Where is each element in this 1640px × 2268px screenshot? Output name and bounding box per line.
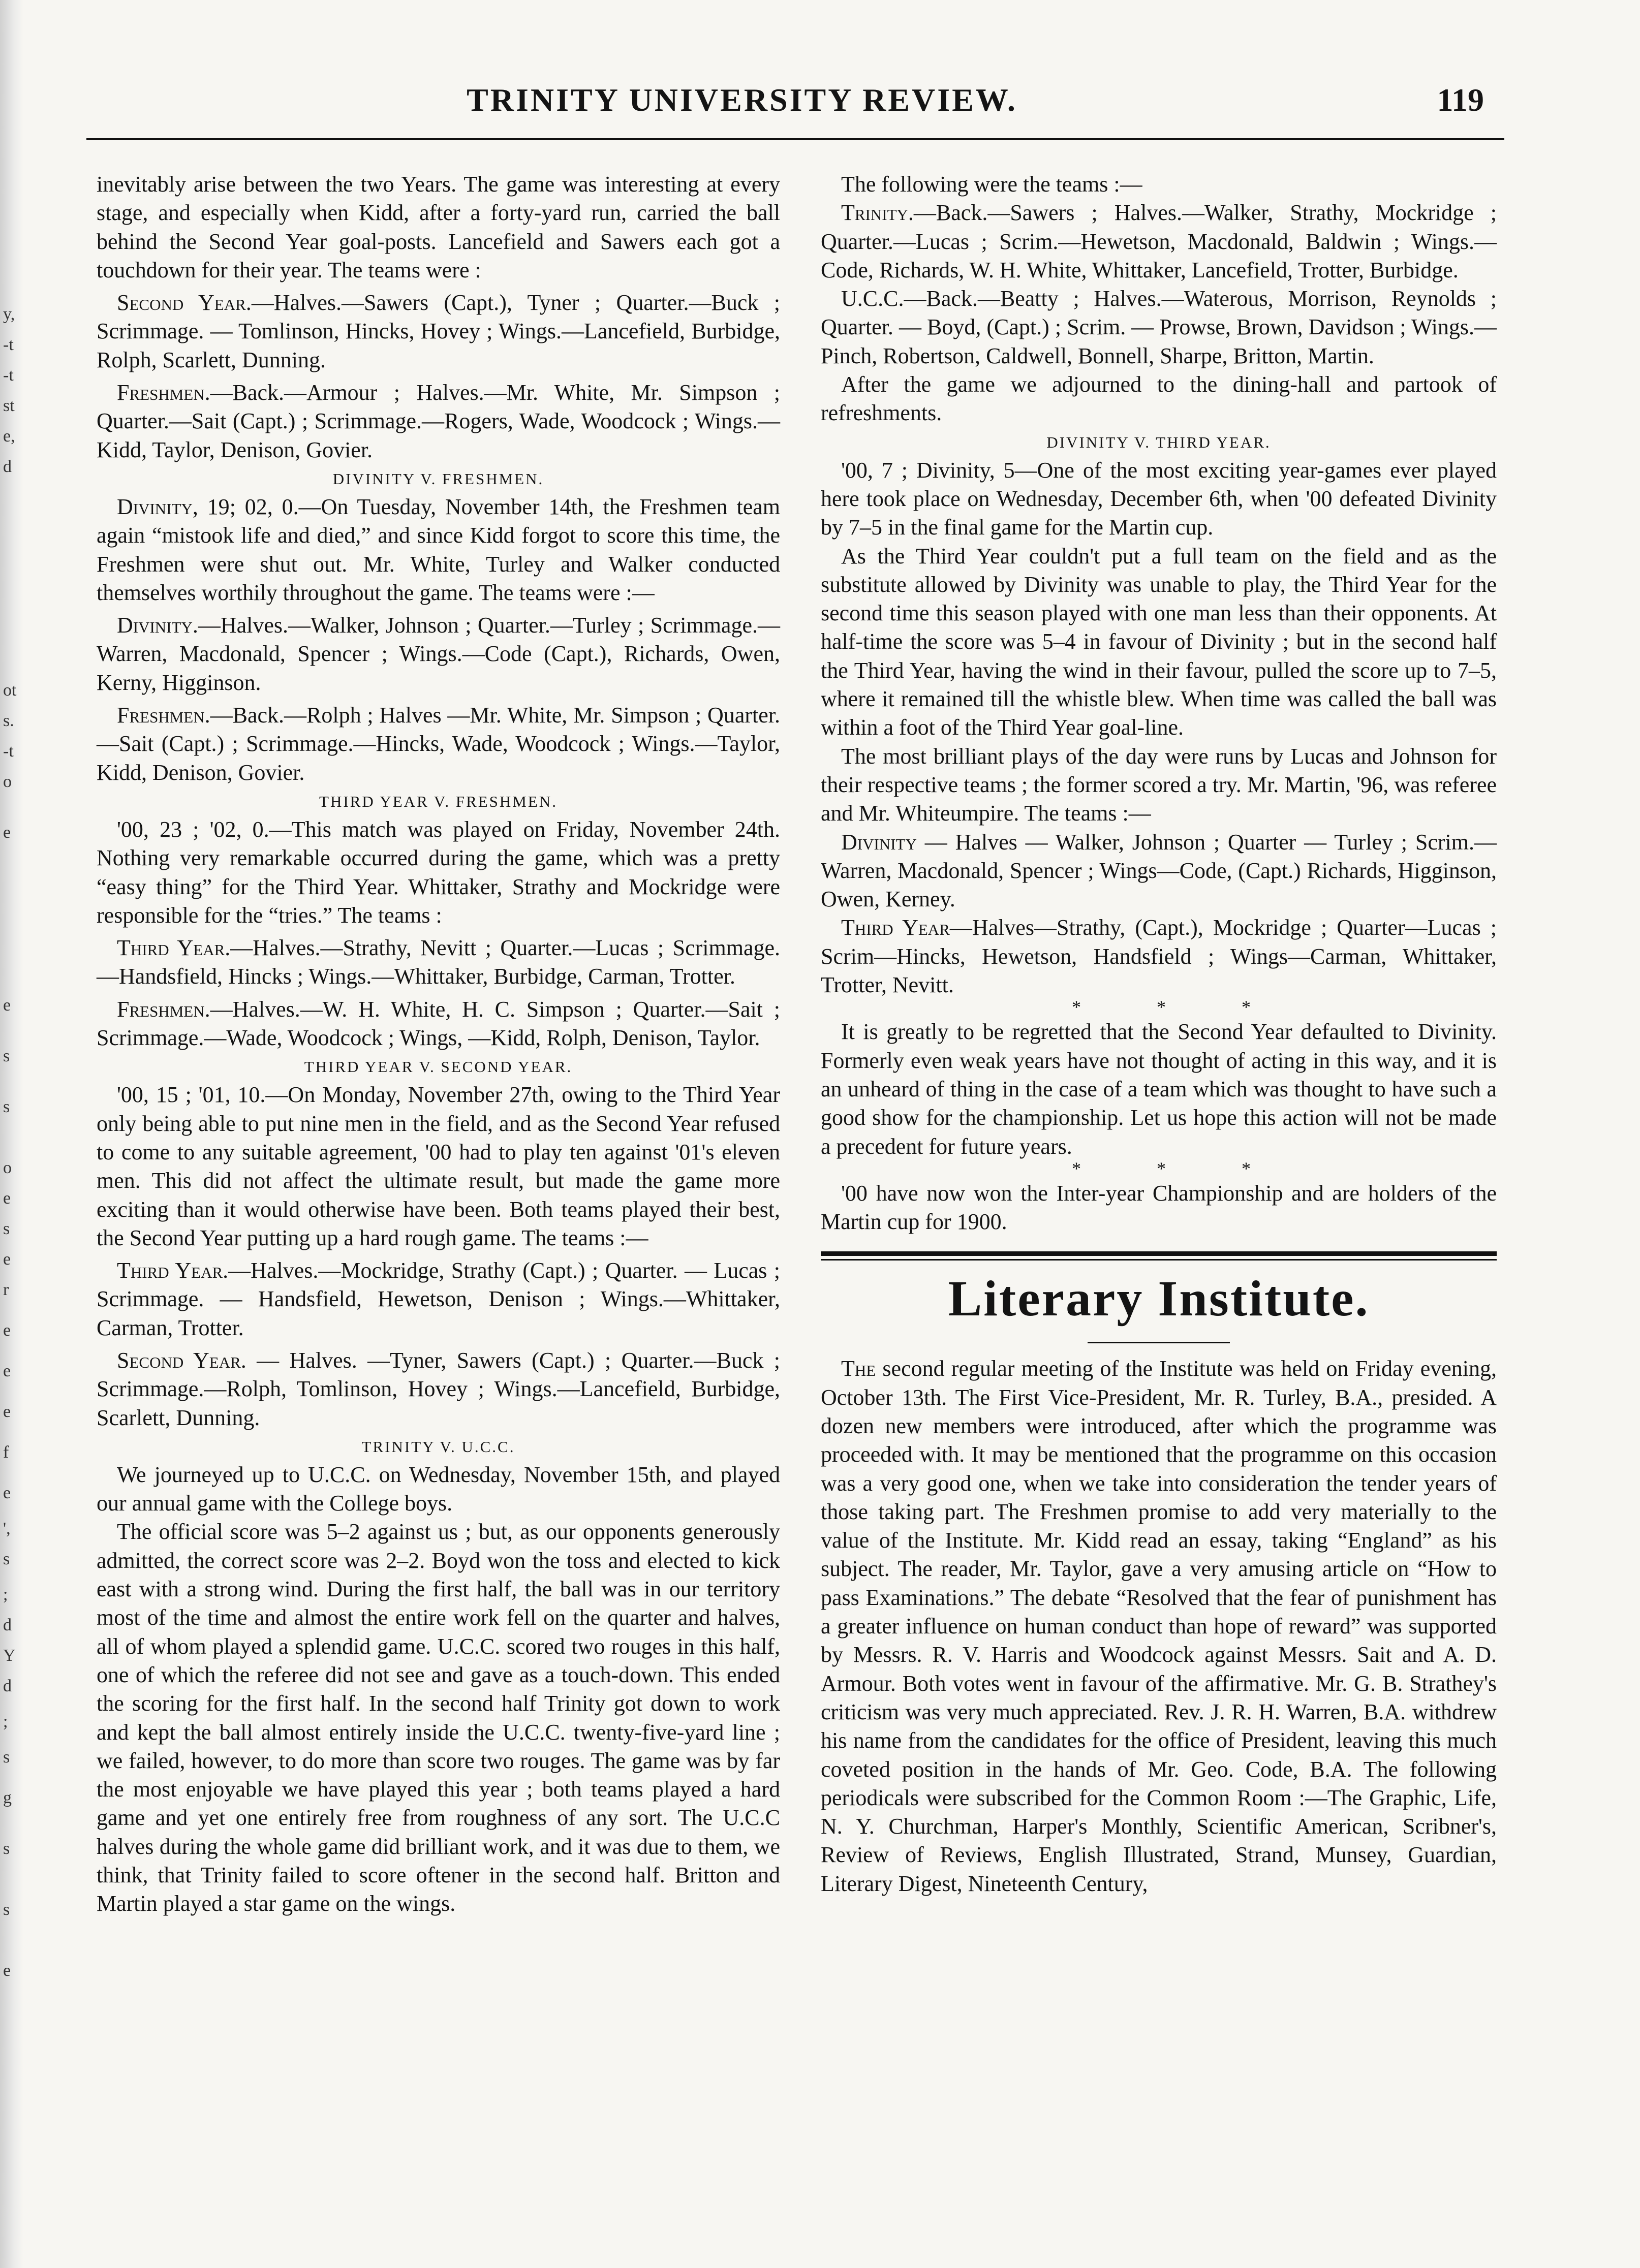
team-list — [821, 828, 1497, 914]
gutter-fragment: e, — [3, 427, 15, 446]
header-rule — [86, 138, 1504, 140]
section-rule-thick — [821, 1251, 1497, 1256]
team-label: Trinity. — [841, 200, 914, 226]
gutter-fragment: e — [3, 823, 11, 842]
paragraph: We journeyed up to U.C.C. on Wednesday, November 15th, and played our annual game with the College boys. — [97, 1462, 780, 1516]
team-text: —Halves.—Sawers (Capt.), Tyner ; Quarter.—Buck ; Scrimmage. — Tomlinson, Hincks, Hovey ; Wings.—Lancefield, Burbidge, Rolph, Scarlett, Dunning. — [97, 290, 781, 372]
lead-word: The — [841, 1356, 876, 1381]
gutter-fragment: s — [3, 1047, 10, 1065]
gutter-fragment: Y — [3, 1646, 16, 1665]
team-list — [97, 701, 780, 787]
team-text: —Back.—Beatty ; Halves.—Waterous, Morrison, Reynolds ; Quarter. — Boyd, (Capt.) ; Scrim. — Prowse, Brown, Davidson ; Wings.—Pinch, Robertson, Caldwell, Bonnell, Sharpe, Britton, Martin. — [821, 286, 1497, 368]
section-title: Literary Institute. — [948, 1270, 1370, 1327]
team-text: —Back.—Sawers ; Halves.—Walker, Strathy, Mockridge ; Quarter.—Lucas ; Scrim.—Hewetson, Macdonald, Baldwin ; Wings.—Code, Richards, W. H. White, Whittaker, Lancefield, Trotter, Burbidge. — [821, 200, 1497, 282]
team-list — [97, 289, 780, 374]
section-break-stars: * * * — [1072, 1158, 1286, 1179]
match-heading: THIRD YEAR V. SECOND YEAR. — [304, 1058, 573, 1076]
team-text: — Halves. —Tyner, Sawers (Capt.) ; Quarter.—Buck ; Scrimmage.—Rolph, Tomlinson, Hovey ; Wings.—Lancefield, Burbidge, Scarlett, Dunning. — [97, 1347, 781, 1430]
match-heading: DIVINITY V. FRESHMEN. — [332, 469, 544, 488]
paragraph: '00 have now won the Inter-year Championship and are holders of the Martin cup for 1900. — [821, 1180, 1497, 1235]
paragraph: The most brilliant plays of the day were runs by Lucas and Johnson for their respective teams ; the former scored a try. Mr. Martin, '96, was referee and Mr. Whiteumpire. The teams :— — [821, 743, 1497, 826]
paragraph: It is greatly to be regretted that the Second Year defaulted to Divinity. Formerly even weak years have not thought of acting in this way, and it is an unheard of thing in the case of a team which was thought to have such a good show for the championship. Let us hope this action will not be made a precedent for future years. — [821, 1019, 1497, 1159]
paragraph-text: ; 02, 0.—On Tuesday, November 14th, the Freshmen team again “mistook life and died,” and since Kidd forgot to score this time, the Freshmen were shut out. Mr. White, Turley and Walker conducted themselves worthily throughout the game. The teams were :— — [97, 494, 780, 605]
match-heading: DIVINITY V. THIRD YEAR. — [1046, 433, 1271, 451]
team-label: Freshmen. — [117, 380, 210, 405]
gutter-fragment: d — [3, 1677, 12, 1695]
match-heading: TRINITY V. U.C.C. — [361, 1437, 515, 1456]
paragraph — [97, 493, 780, 607]
gutter-fragment: s — [3, 1219, 10, 1238]
gutter-fragment: e — [3, 1362, 11, 1380]
gutter-fragment: e — [3, 1250, 11, 1269]
gutter-fragment: e — [3, 996, 11, 1015]
team-text: —Halves.—Mockridge, Strathy (Capt.) ; Quarter. — Lucas ; Scrimmage. — Handsfield, Hewetson, Denison ; Wings.—Whittaker, Carman, Trotter. — [97, 1258, 780, 1340]
gutter-fragment: ; — [3, 1712, 8, 1731]
gutter-fragment: s — [3, 1550, 10, 1568]
team-text: — Halves — Walker, Johnson ; Quarter — Turley ; Scrim.—Warren, Macdonald, Spencer ; Wings—Code, (Capt.) Richards, Higginson, Owen, Kerney. — [821, 829, 1497, 912]
paragraph: The following were the teams :— — [841, 172, 1142, 197]
binding-gutter — [0, 0, 23, 2268]
gutter-fragment: s — [3, 1900, 10, 1919]
team-list — [97, 611, 780, 697]
gutter-fragment: e — [3, 1402, 11, 1421]
team-text: —Halves.—Walker, Johnson ; Quarter.—Turley ; Scrimmage.—Warren, Macdonald, Spencer ; Wings.—Code (Capt.), Richards, Owen, Kerny, Higginson. — [97, 613, 780, 695]
team-label: Second Year. — [117, 290, 252, 316]
gutter-fragment: e — [3, 1321, 11, 1340]
match-heading: THIRD YEAR V. FRESHMEN. — [319, 792, 558, 810]
gutter-fragment: e — [3, 1961, 11, 1980]
gutter-fragment: st — [3, 396, 15, 415]
team-text: —Halves.—W. H. White, H. C. Simpson ; Quarter.—Sait ; Scrimmage.—Wade, Woodcock ; Wings, —Kidd, Rolph, Denison, Taylor. — [97, 996, 780, 1051]
section-break-stars: * * * — [1072, 997, 1286, 1018]
gutter-fragment: ', — [3, 1519, 11, 1538]
team-label: Third Year — [841, 915, 950, 940]
team-label: Third Year. — [117, 935, 231, 961]
gutter-fragment: -t — [3, 742, 14, 761]
team-list — [97, 1346, 780, 1432]
team-text: —Halves—Strathy, (Capt.), Mockridge ; Quarter—Lucas ; Scrim—Hincks, Hewetson, Handsfield ; Wings—Carman, Whittaker, Trotter, Nevitt. — [821, 915, 1497, 998]
score-label: Divinity, 19 — [117, 494, 230, 519]
gutter-fragment: s — [3, 1097, 10, 1116]
gutter-fragment: f — [3, 1443, 9, 1462]
team-list — [821, 914, 1497, 999]
page-number: 119 — [1437, 82, 1484, 118]
team-list — [97, 934, 780, 991]
gutter-fragment: e — [3, 1189, 11, 1208]
gutter-fragment: -t — [3, 366, 14, 385]
team-list — [97, 995, 780, 1053]
team-list — [97, 379, 780, 464]
paragraph: inevitably arise between the two Years. The game was interesting at every stage, and especially when Kidd, after a forty-yard run, carried the ball behind the Second Year goal-posts. Lancefield and Sawers each got a touchdown for their year. The teams were : — [97, 172, 780, 282]
gutter-fragment: y, — [3, 305, 15, 324]
paragraph: '00, 7 ; Divinity, 5—One of the most exciting year-games ever played here took place on Wednesday, December 6th, when '00 defeated Divinity by 7–5 in the final game for the Martin cup. — [821, 457, 1497, 540]
right-column — [821, 170, 1497, 1898]
gutter-fragment: r — [3, 1280, 9, 1299]
paragraph: After the game we adjourned to the dining-hall and partook of refreshments. — [821, 372, 1497, 426]
gutter-fragment: o — [3, 1158, 12, 1177]
team-label: Second Year. — [117, 1347, 246, 1373]
team-label: U.C.C. — [841, 286, 904, 311]
team-label: Third Year. — [117, 1258, 229, 1283]
paragraph — [821, 1354, 1497, 1898]
gutter-fragment: s — [3, 1839, 10, 1858]
team-label: Freshmen. — [117, 703, 210, 728]
left-column — [97, 170, 780, 1918]
team-text: —Back.—Rolph ; Halves —Mr. White, Mr. Simpson ; Quarter.—Sait (Capt.) ; Scrimmage.—Hincks, Wade, Woodcock ; Wings.—Taylor, Kidd, Denison, Govier. — [97, 703, 780, 785]
page-header — [86, 81, 1504, 142]
running-title: TRINITY UNIVERSITY REVIEW. — [467, 82, 1017, 118]
gutter-fragment: ; — [3, 1585, 8, 1604]
gutter-fragment: ot — [3, 681, 17, 700]
paragraph: As the Third Year couldn't put a full team on the field and as the substitute allowed by Divinity was unable to play, the Third Year for the second time this season played with one man less than their opponents. At half-time the score was 5–4 in favour of Divinity ; but in the second half the Third Year, having the wind in their favour, pulled the score up to 7–5, where it remained till the whistle blew. When time was called the ball was within a foot of the Third Year goal-line. — [821, 543, 1497, 740]
paragraph: '00, 15 ; '01, 10.—On Monday, November 27th, owing to the Third Year only being able to put nine men in the field, and as the Second Year refused to come to any suitable agreement, '00 had to play ten against '01's eleven men. This did not affect the ultimate result, but made the game more exciting than it would otherwise have been. Both teams played their best, the Second Year putting up a hard rough game. The teams :— — [97, 1082, 780, 1250]
paragraph: '00, 23 ; '02, 0.—This match was played on Friday, November 24th. Nothing very remarkable occurred during the game, which was a pretty “easy thing” for the Third Year. Whittaker, Strathy and Mockridge were responsible for the “tries.” The teams : — [97, 816, 780, 928]
paragraph-text: second regular meeting of the Institute was held on Friday evening, October 13th. The First Vice-President, Mr. R. Turley, B.A., presided. A dozen new members were introduced, after which the programme was proceeded with. It may be mentioned that the programme on this occasion was a very good one, when we take into consideration the tender years of those taking part. The Freshmen promise to add very materially to the value of the Institute. Mr. Kidd read an essay, taking “England” as his subject. The reader, Mr. Taylor, gave a very amusing article on “How to pass Examinations.” The debate “Resolved that the fear of punishment has a greater influence on human conduct than hope of reward” was supported by Messrs. R. V. Harris and Woodcock against Messrs. Sait and A. D. Armour. Both votes went in favour of the affirmative. Mr. G. B. Strathey's criticism was very much appreciated. Rev. J. R. H. Warren, B.A. withdrew his name from the candidates for the office of President, leaving this much coveted position in the hands of Mr. Geo. Code, B.A. The following periodicals were subscribed for the Common Room :—The Graphic, Life, N. Y. Churchman, Harper's Monthly, Scientific American, Scribner's, Review of Reviews, English Illustrated, Strand, Munsey, Guardian, Literary Digest, Nineteenth Century, — [821, 1356, 1497, 1896]
team-list — [821, 285, 1497, 370]
gutter-fragment: d — [3, 457, 12, 476]
gutter-fragment: s. — [3, 711, 14, 730]
gutter-fragment: -t — [3, 335, 14, 354]
title-underline — [1088, 1342, 1230, 1343]
team-label: Divinity — [841, 829, 917, 855]
team-label: Divinity. — [117, 613, 198, 638]
paragraph: The official score was 5–2 against us ; but, as our opponents generously admitted, the correct score was 2–2. Boyd won the toss and elected to kick east with a strong wind. During the first half, the ball was in our territory most of the time and almost the entire work fell on the quarter and halves, all of whom played a splendid game. U.C.C. scored two rouges in this half, one of which the referee did not see and gave as a touch-down. This ended the scoring for the first half. In the second half Trinity got down to work and kept the ball almost entirely inside the U.C.C. twenty-five-yard line ; we failed, however, to do more than score two rouges. The game was by far the most enjoyable we have played this year ; both teams played a hard game and yet one entirely free from roughness of any sort. The U.C.C halves during the whole game did brilliant work, and it was due to them, we think, that Trinity failed to score oftener in the second half. Britton and Martin played a star game on the wings. — [97, 1519, 780, 1916]
team-label: Freshmen. — [117, 996, 210, 1022]
gutter-fragment: d — [3, 1616, 12, 1634]
gutter-fragment: s — [3, 1748, 10, 1767]
gutter-fragment: g — [3, 1788, 12, 1807]
gutter-fragment: e — [3, 1484, 11, 1502]
team-text: —Halves.—Strathy, Nevitt ; Quarter.—Lucas ; Scrimmage.—Handsfield, Hincks ; Wings.—Whittaker, Burbidge, Carman, Trotter. — [97, 935, 781, 989]
gutter-fragment: o — [3, 772, 12, 791]
team-list — [821, 199, 1497, 285]
team-list — [97, 1256, 780, 1342]
team-text: —Back.—Armour ; Halves.—Mr. White, Mr. Simpson ; Quarter.—Sait (Capt.) ; Scrimmage.—Rogers, Wade, Woodcock ; Wings.—Kidd, Taylor, Denison, Govier. — [97, 380, 780, 462]
